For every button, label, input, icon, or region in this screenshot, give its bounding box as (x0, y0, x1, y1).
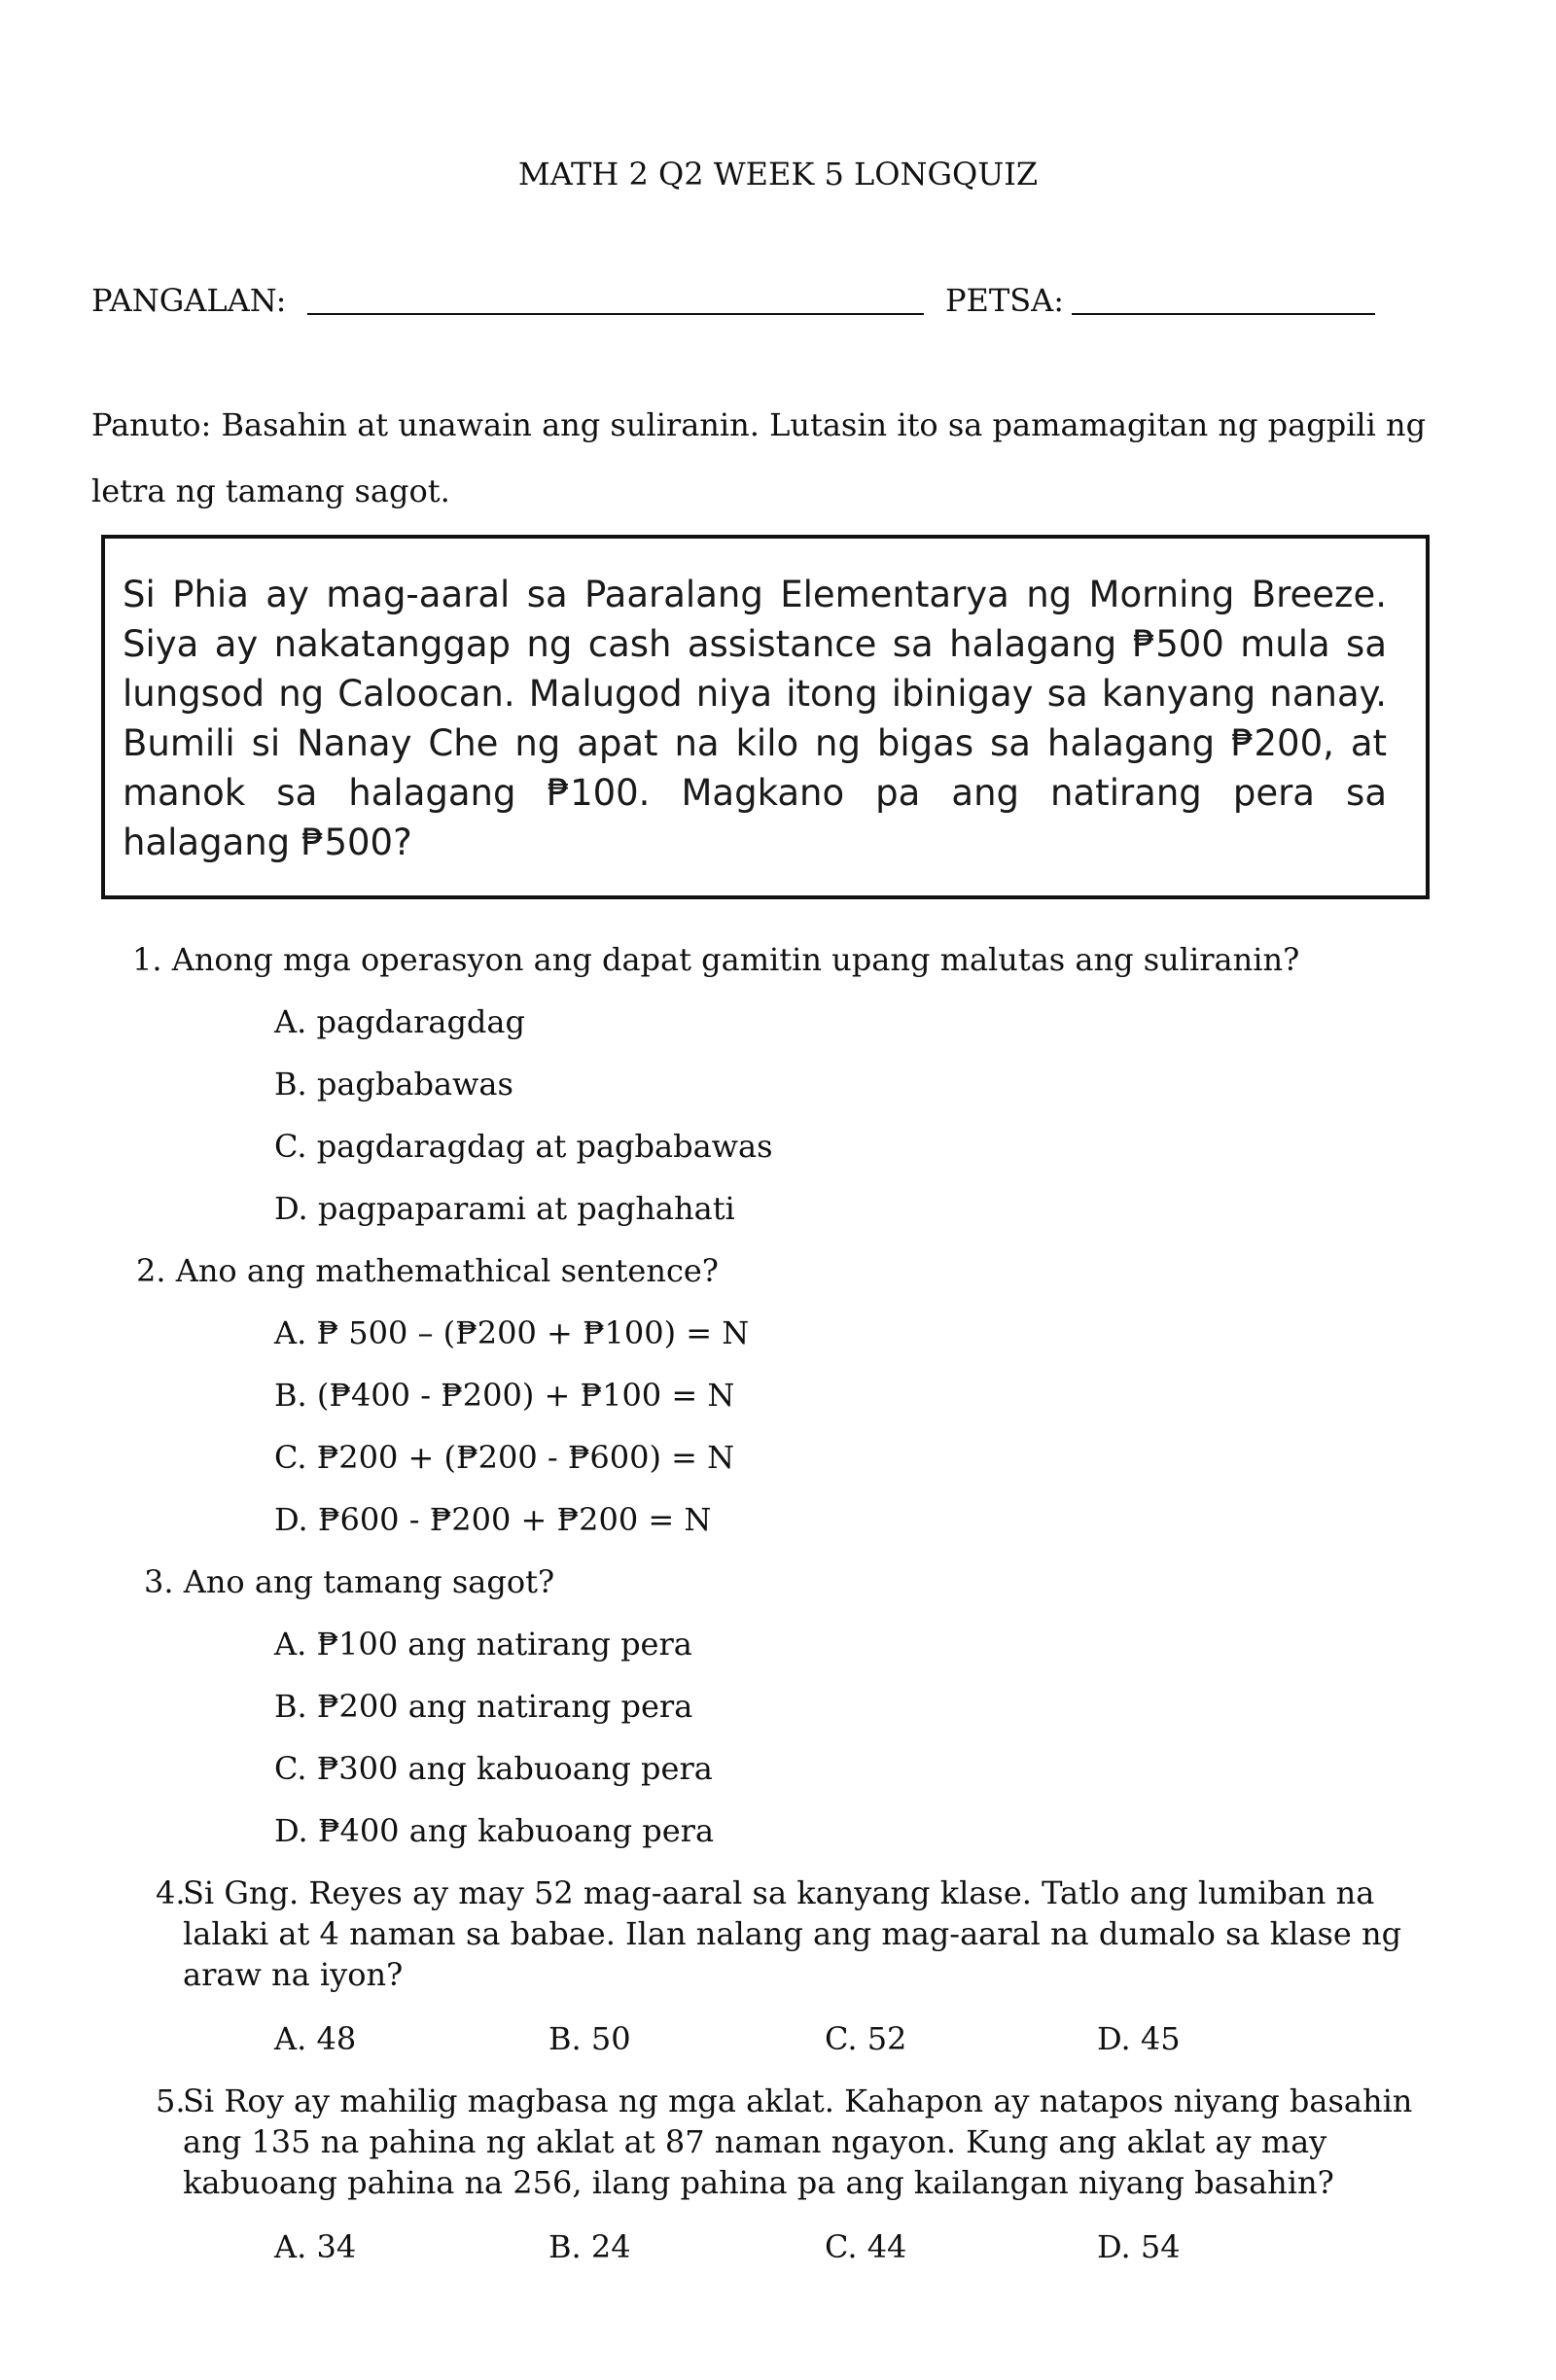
q2-option-d[interactable]: D. ₱600 - ₱200 + ₱200 = N (274, 1501, 712, 1538)
q5-option-c[interactable]: C. 44 (825, 2228, 907, 2265)
instructions-line-1: Panuto: Basahin at unawain ang suliranin. Lutasin ito sa pamamagitan ng pagpili ng (91, 406, 1427, 443)
question-1 (132, 941, 1299, 978)
question-5 (156, 2081, 1468, 2203)
question-number: 2. (136, 1252, 166, 1289)
q1-option-a[interactable]: A. pagdaragdag (274, 1003, 525, 1040)
q3-option-a[interactable]: A. ₱100 ang natirang pera (274, 1626, 692, 1662)
q5-option-d[interactable]: D. 54 (1097, 2228, 1181, 2265)
q4-option-b[interactable]: B. 50 (548, 2020, 631, 2057)
q3-option-d[interactable]: D. ₱400 ang kabuoang pera (274, 1812, 715, 1849)
page-title: MATH 2 Q2 WEEK 5 LONGQUIZ (517, 156, 1039, 192)
question-text: Anong mga operasyon ang dapat gamitin upang malutas ang suliranin? (171, 941, 1300, 978)
q1-option-c[interactable]: C. pagdaragdag at pagbabawas (274, 1128, 773, 1165)
q1-option-d[interactable]: D. pagpaparami at paghahati (274, 1190, 735, 1227)
instructions-line-2: letra ng tamang sagot. (91, 472, 450, 509)
q4-option-d[interactable]: D. 45 (1097, 2020, 1181, 2057)
question-number: 4. (156, 1874, 186, 1911)
date-label: PETSA: (945, 282, 1065, 319)
name-blank[interactable] (307, 313, 924, 315)
story-text: Si Phia ay mag-aaral sa Paaralang Elementarya ng Morning Breeze. Siya ay nakatanggap ng cash assistance sa halagang ₱500 mula sa lungsod ng Caloocan. Malugod niya itong ibinigay sa kanyang nanay. Bumili si Nanay Che ng apat na kilo ng bigas sa halagang ₱200, at manok sa halagang ₱100. Magkano pa ang natirang pera sa halagang ₱500? (123, 574, 1387, 863)
q3-option-b[interactable]: B. ₱200 ang natirang pera (274, 1688, 693, 1725)
q5-option-a[interactable]: A. 34 (274, 2228, 357, 2265)
question-3 (144, 1563, 554, 1600)
question-2 (136, 1252, 719, 1289)
question-number: 1. (132, 941, 162, 978)
question-4 (156, 1872, 1449, 1995)
q4-option-a[interactable]: A. 48 (274, 2020, 357, 2057)
q3-option-c[interactable]: C. ₱300 ang kabuoang pera (274, 1750, 713, 1787)
q4-option-c[interactable]: C. 52 (825, 2020, 907, 2057)
q5-option-b[interactable]: B. 24 (548, 2228, 631, 2265)
q2-option-c[interactable]: C. ₱200 + (₱200 - ₱600) = N (274, 1439, 735, 1476)
q2-option-a[interactable]: A. ₱ 500 – (₱200 + ₱100) = N (274, 1314, 750, 1351)
name-label: PANGALAN: (91, 282, 287, 319)
q2-option-b[interactable]: B. (₱400 - ₱200) + ₱100 = N (274, 1377, 735, 1414)
date-blank[interactable] (1072, 313, 1375, 315)
question-text: Si Roy ay mahilig magbasa ng mga aklat. Kahapon ay natapos niyang basahin ang 135 na pahina ng aklat at 87 naman ngayon. Kung ang aklat ay may kabuoang pahina na 256, ilang pahina pa ang kailangan niyang basahin? (183, 2082, 1413, 2201)
question-text: Ano ang mathemathical sentence? (175, 1252, 719, 1289)
question-number: 5. (156, 2082, 186, 2119)
q1-option-b[interactable]: B. pagbabawas (274, 1066, 513, 1102)
question-text: Ano ang tamang sagot? (183, 1563, 555, 1600)
question-number: 3. (144, 1563, 174, 1600)
question-text: Si Gng. Reyes ay may 52 mag-aaral sa kanyang klase. Tatlo ang lumiban na lalaki at 4 naman sa babae. Ilan nalang ang mag-aaral na dumalo sa klase ng araw na iyon? (183, 1874, 1402, 1993)
